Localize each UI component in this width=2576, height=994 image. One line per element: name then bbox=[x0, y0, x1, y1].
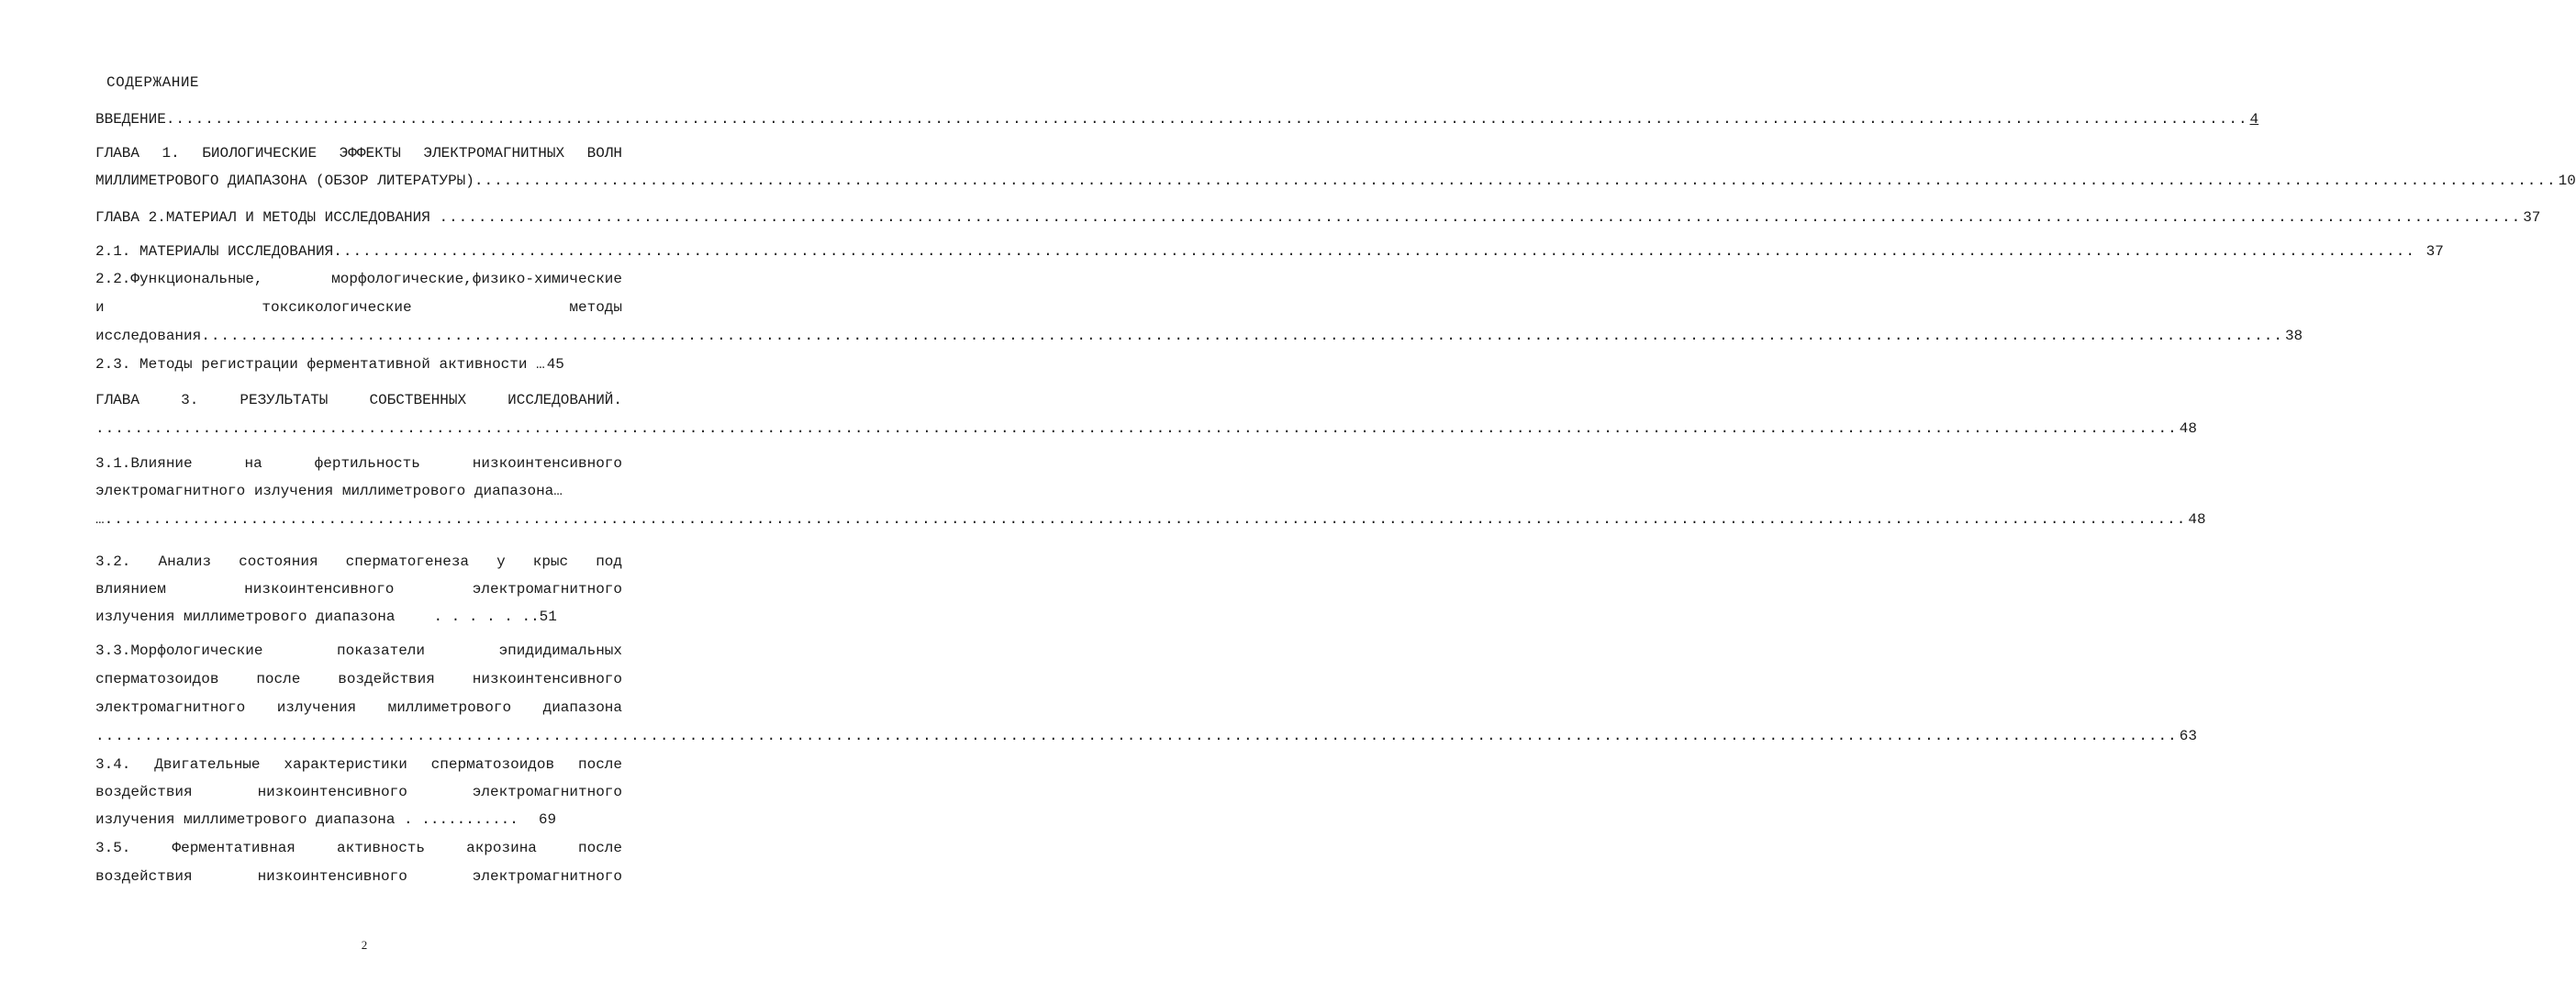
toc-page-number: 37 bbox=[2523, 209, 2541, 226]
toc-entry-3-4-line-3[interactable] bbox=[95, 809, 622, 831]
toc-entry-3-4-line-1[interactable]: 3.4. Двигательные характеристики сперматозоидов после bbox=[95, 756, 622, 773]
dot-leader: ...................................................................................................................................................................................................................... bbox=[439, 209, 2522, 226]
toc-entry-chapter-1-line-1[interactable]: ГЛАВА 1. БИОЛОГИЧЕСКИЕ ЭФФЕКТЫ ЭЛЕКТРОМАГНИТНЫХ ВОЛН bbox=[95, 145, 622, 162]
toc-entry-chapter-3-line-2[interactable] bbox=[95, 418, 2197, 440]
toc-entry-3-3-line-4[interactable] bbox=[95, 725, 2197, 747]
toc-page-number: 45 bbox=[546, 356, 564, 373]
toc-entry-2-2-line-3[interactable] bbox=[95, 325, 2303, 347]
dot-leader: ...................................................................................................................................................................................................................... bbox=[95, 728, 2178, 744]
toc-page-number: 37 bbox=[2416, 243, 2444, 260]
dot-leader: ...................................................................................................................................................................................................................... bbox=[165, 111, 2248, 128]
toc-page-number: 51 bbox=[539, 609, 557, 625]
toc-entry-3-3-line-3[interactable]: электромагнитного излучения миллиметрового диапазона bbox=[95, 699, 622, 716]
toc-entry-3-1-line-3[interactable] bbox=[95, 508, 2206, 531]
toc-label: излучения миллиметрового диапазона bbox=[95, 609, 396, 625]
toc-entry-3-5-line-1[interactable]: 3.5. Ферментативная активность акрозина после bbox=[95, 840, 622, 856]
dot-leader: ...................................................................................................................................................................................................................... bbox=[95, 420, 2178, 437]
dot-leader: . ........... bbox=[395, 811, 519, 828]
toc-page-number: 38 bbox=[2284, 328, 2303, 344]
toc-entry-intro[interactable] bbox=[95, 108, 2259, 130]
toc-label: 2.1. МАТЕРИАЛЫ ИССЛЕДОВАНИЯ bbox=[95, 243, 334, 260]
toc-entry-2-1[interactable] bbox=[95, 240, 2444, 262]
toc-entry-2-2-line-2[interactable]: и токсикологические методы bbox=[95, 299, 622, 316]
toc-entry-3-3-line-1[interactable]: 3.3.Морфологические показатели эпидидимальных bbox=[95, 642, 622, 659]
toc-entry-3-3-line-2[interactable]: сперматозоидов после воздействия низкоинтенсивного bbox=[95, 671, 622, 687]
dot-leader: ...................................................................................................................................................................................................................... bbox=[333, 243, 2415, 260]
dot-leader: ...................................................................................................................................................................................................................... bbox=[474, 173, 2557, 189]
toc-entry-3-1-line-1[interactable]: 3.1.Влияние на фертильность низкоинтенсивного bbox=[95, 455, 622, 472]
toc-label: МИЛЛИМЕТРОВОГО ДИАПАЗОНА (ОБЗОР ЛИТЕРАТУРЫ) bbox=[95, 173, 474, 189]
toc-label: ГЛАВА 2.МАТЕРИАЛ И МЕТОДЫ ИССЛЕДОВАНИЯ bbox=[95, 209, 440, 226]
toc-entry-chapter-2[interactable] bbox=[95, 207, 2541, 229]
toc-page-number: 4 bbox=[2249, 111, 2259, 128]
toc-entry-3-2-line-3[interactable] bbox=[95, 606, 622, 628]
toc-entry-2-2-line-1[interactable]: 2.2.Функциональные, морфологические,физико-химические bbox=[95, 271, 622, 287]
toc-entry-3-2-line-2[interactable]: влиянием низкоинтенсивного электромагнитного bbox=[95, 581, 622, 598]
toc-entry-3-5-line-2[interactable]: воздействия низкоинтенсивного электромагнитного bbox=[95, 868, 622, 885]
toc-entry-3-1-line-2[interactable]: электромагнитного излучения миллиметрового диапазона… bbox=[95, 483, 563, 499]
toc-label: исследования bbox=[95, 328, 202, 344]
toc-entry-3-4-line-2[interactable]: воздействия низкоинтенсивного электромагнитного bbox=[95, 784, 622, 800]
page-number: 2 bbox=[361, 938, 368, 952]
toc-page-number: 48 bbox=[2188, 511, 2206, 528]
toc-label: 2.3. Методы регистрации ферментативной активности … bbox=[95, 356, 545, 373]
dot-leader: ...................................................................................................................................................................................................................... bbox=[201, 328, 2283, 344]
toc-label: … bbox=[95, 511, 105, 528]
toc-page-number: 69 bbox=[538, 811, 557, 828]
dot-leader: . . . . . .. bbox=[433, 609, 540, 625]
dot-leader: ...................................................................................................................................................................................................................... bbox=[104, 511, 2187, 528]
toc-page-number: 48 bbox=[2179, 420, 2197, 437]
toc-entry-2-3[interactable] bbox=[95, 353, 622, 375]
toc-page-number: 63 bbox=[2179, 728, 2197, 744]
toc-label: ВВЕДЕНИЕ bbox=[95, 111, 166, 128]
toc-page-number: 10 bbox=[2558, 173, 2576, 189]
toc-entry-chapter-3-line-1[interactable]: ГЛАВА 3. РЕЗУЛЬТАТЫ СОБСТВЕННЫХ ИССЛЕДОВАНИЙ. bbox=[95, 392, 622, 408]
toc-entry-3-2-line-1[interactable]: 3.2. Анализ состояния сперматогенеза у крыс под bbox=[95, 553, 622, 570]
page-title: СОДЕРЖАНИЕ bbox=[106, 74, 200, 91]
toc-entry-chapter-1-line-2[interactable] bbox=[95, 170, 2576, 192]
toc-label: излучения миллиметрового диапазона bbox=[95, 811, 396, 828]
